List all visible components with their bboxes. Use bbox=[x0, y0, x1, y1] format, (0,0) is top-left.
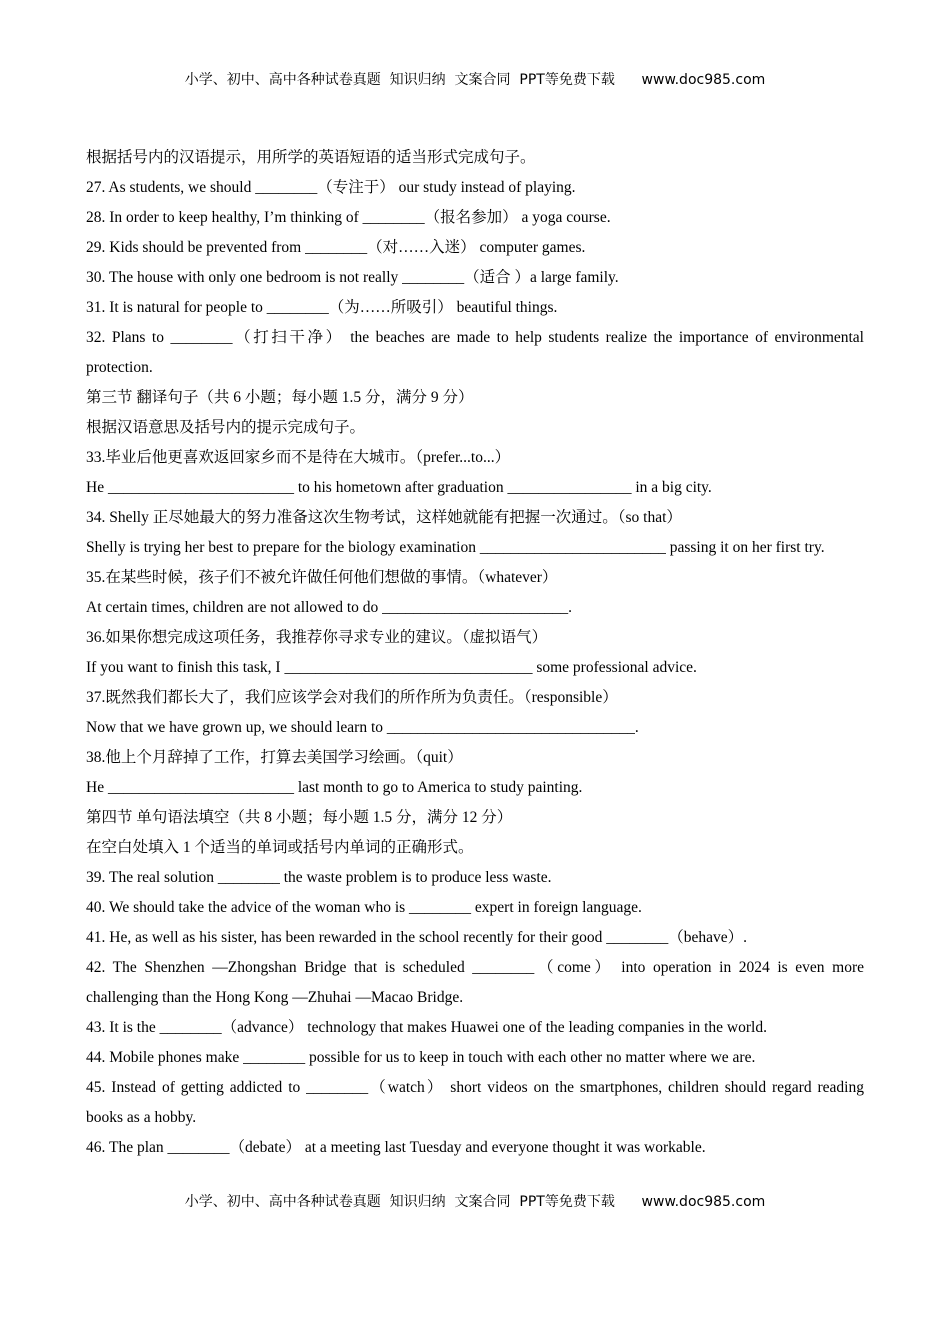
section-4-instruction: 在空白处填入 1 个适当的单词或括号内单词的正确形式。 bbox=[86, 839, 474, 856]
question-36-prompt: 36.如果你想完成这项任务，我推荐你寻求专业的建议。（虚拟语气） bbox=[86, 629, 548, 646]
question-45: 45. Instead of getting addicted to ________（watch） short videos on the smartphones, children should regard reading books as a hobby. bbox=[86, 1079, 864, 1126]
section-3-heading: 第三节 翻译句子（共 6 小题；每小题 1.5 分，满分 9 分） bbox=[86, 389, 474, 406]
question-36-answer: If you want to finish this task, I ________________________________ some professional advice. bbox=[86, 659, 697, 676]
question-37-answer: Now that we have grown up, we should learn to ________________________________. bbox=[86, 719, 639, 736]
question-35-prompt: 35.在某些时候，孩子们不被允许做任何他们想做的事情。（whatever） bbox=[86, 569, 558, 586]
question-33-prompt: 33.毕业后他更喜欢返回家乡而不是待在大城市。（prefer...to...） bbox=[86, 449, 511, 466]
question-37-prompt: 37.既然我们都长大了，我们应该学会对我们的所作所为负责任。（responsible） bbox=[86, 689, 618, 706]
document-body bbox=[86, 143, 864, 1163]
question-38-answer: He ________________________ last month to go to America to study painting. bbox=[86, 779, 583, 796]
question-46: 46. The plan ________（debate） at a meeting last Tuesday and everyone thought it was workable. bbox=[86, 1139, 706, 1156]
question-43: 43. It is the ________（advance） technology that makes Huawei one of the leading companies in the world. bbox=[86, 1019, 767, 1036]
question-40: 40. We should take the advice of the woman who is ________ expert in foreign language. bbox=[86, 899, 642, 916]
question-34-answer: Shelly is trying her best to prepare for the biology examination ________________________ passing it on her first try. bbox=[86, 539, 825, 556]
page-header: 小学、初中、高中各种试卷真题 知识归纳 文案合同 PPT等免费下载 www.doc985.com bbox=[184, 72, 766, 88]
question-30: 30. The house with only one bedroom is not really ________（适合 ）a large family. bbox=[86, 269, 619, 286]
question-44: 44. Mobile phones make ________ possible for us to keep in touch with each other no matter where we are. bbox=[86, 1049, 756, 1066]
page-footer: 小学、初中、高中各种试卷真题 知识归纳 文案合同 PPT等免费下载 www.doc985.com bbox=[184, 1194, 766, 1210]
question-39: 39. The real solution ________ the waste problem is to produce less waste. bbox=[86, 869, 552, 886]
question-27: 27. As students, we should ________（专注于） our study instead of playing. bbox=[86, 179, 576, 196]
question-38-prompt: 38.他上个月辞掉了工作，打算去美国学习绘画。（quit） bbox=[86, 749, 463, 766]
question-31: 31. It is natural for people to ________（为……所吸引） beautiful things. bbox=[86, 299, 558, 316]
question-42: 42. The Shenzhen —Zhongshan Bridge that is scheduled ________（come） into operation in 2024 is even more challenging than the Hong Kong —Zhuhai —Macao Bridge. bbox=[86, 959, 864, 1006]
question-32: 32. Plans to ________（打扫干净） the beaches are made to help students realize the importance of environmental protection. bbox=[86, 329, 864, 376]
question-29: 29. Kids should be prevented from ________（对……入迷） computer games. bbox=[86, 239, 586, 256]
question-34-prompt: 34. Shelly 正尽她最大的努力准备这次生物考试，这样她就能有把握一次通过。（so that） bbox=[86, 509, 682, 526]
question-35-answer: At certain times, children are not allowed to do ________________________. bbox=[86, 599, 573, 616]
instruction-line: 根据括号内的汉语提示，用所学的英语短语的适当形式完成句子。 bbox=[86, 149, 536, 166]
question-33-answer: He ________________________ to his hometown after graduation ________________ in a big city. bbox=[86, 479, 712, 496]
section-4-heading: 第四节 单句语法填空（共 8 小题；每小题 1.5 分，满分 12 分） bbox=[86, 809, 513, 826]
question-41: 41. He, as well as his sister, has been rewarded in the school recently for their good ________（behave）. bbox=[86, 929, 747, 946]
question-28: 28. In order to keep healthy, I’m thinking of ________（报名参加） a yoga course. bbox=[86, 209, 611, 226]
section-3-instruction: 根据汉语意思及括号内的提示完成句子。 bbox=[86, 419, 366, 436]
